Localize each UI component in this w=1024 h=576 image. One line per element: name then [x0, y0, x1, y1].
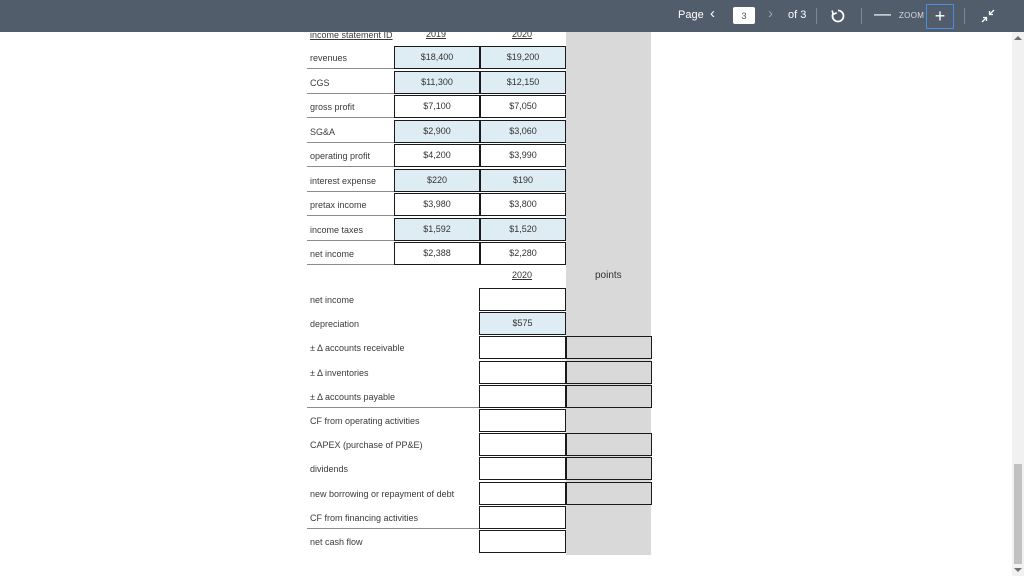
row-divider: [307, 117, 394, 118]
cash-flow-row-label: depreciation: [310, 319, 360, 330]
value-2019-cell: $4,200: [394, 144, 480, 167]
cash-flow-input-cell[interactable]: [479, 482, 566, 505]
previous-page-button[interactable]: ‹: [710, 5, 715, 22]
cash-flow-row-label: net cash flow: [310, 537, 363, 547]
cash-flow-input-cell[interactable]: [479, 361, 566, 384]
value-2019-cell: $2,388: [394, 242, 480, 265]
income-row-label: CGS: [310, 77, 330, 88]
cash-flow-row-label: ± Δ inventories: [310, 367, 369, 378]
scroll-up-icon[interactable]: [1014, 36, 1022, 40]
section-divider: [307, 528, 479, 529]
income-statement-header: income statement ID: [310, 32, 393, 40]
value-2019-cell: $11,300: [394, 71, 480, 94]
points-cell: [566, 336, 652, 359]
row-divider: [307, 142, 394, 143]
year-2019-header: 2019: [426, 32, 447, 39]
points-cell: [566, 482, 652, 505]
cash-flow-input-cell[interactable]: [479, 288, 566, 311]
value-2020-cell: $1,520: [480, 218, 566, 241]
row-divider: [307, 215, 394, 216]
cash-flow-input-cell: $575: [479, 312, 566, 335]
cash-flow-input-cell[interactable]: [479, 433, 566, 456]
toolbar-divider: [964, 8, 965, 24]
value-2020-cell: $3,060: [480, 120, 566, 143]
cash-flow-input-cell[interactable]: [479, 336, 566, 359]
viewer-toolbar: [0, 0, 1024, 32]
value-2020-cell: $12,150: [480, 71, 566, 94]
income-row-label: net income: [310, 249, 355, 259]
rotate-icon[interactable]: [830, 8, 846, 24]
toolbar-divider: [816, 8, 817, 24]
cash-flow-row-label: new borrowing or repayment of debt: [310, 488, 455, 499]
value-2020-cell: $3,990: [480, 144, 566, 167]
document-page: [0, 32, 1012, 576]
points-cell: [566, 457, 652, 480]
page-label: Page: [678, 9, 704, 21]
row-divider: [307, 93, 394, 94]
vertical-scrollbar[interactable]: [1012, 32, 1024, 576]
cash-flow-input-cell[interactable]: [479, 530, 566, 553]
points-cell: [566, 385, 652, 408]
cash-flow-row-label: CF from operating activities: [310, 416, 420, 426]
cash-flow-year-header: 2020: [512, 270, 533, 280]
income-row-label: gross profit: [310, 102, 355, 112]
next-page-button[interactable]: ›: [768, 5, 773, 22]
points-cell: [566, 433, 652, 456]
page-number-input[interactable]: [733, 7, 755, 24]
row-divider: [307, 240, 394, 241]
zoom-out-button[interactable]: —: [874, 4, 891, 23]
cash-flow-input-cell[interactable]: [479, 506, 566, 529]
points-cell: [566, 361, 652, 384]
income-row-label: revenues: [310, 53, 348, 63]
value-2020-cell: $190: [480, 169, 566, 192]
scrollbar-thumb[interactable]: [1014, 464, 1022, 564]
section-divider: [307, 407, 479, 408]
value-2019-cell: $2,900: [394, 120, 480, 143]
value-2019-cell: $3,980: [394, 193, 480, 216]
cash-flow-row-label: dividends: [310, 464, 349, 475]
row-divider: [307, 68, 394, 69]
row-divider: [307, 166, 394, 167]
row-divider: [307, 191, 394, 192]
page-count-label: of 3: [788, 9, 807, 21]
value-2019-cell: $18,400: [394, 46, 480, 69]
income-row-label: interest expense: [310, 175, 377, 186]
income-row-label: SG&A: [310, 126, 336, 137]
cash-flow-input-cell[interactable]: [479, 457, 566, 480]
cash-flow-row-label: net income: [310, 295, 355, 305]
cash-flow-input-cell[interactable]: [479, 385, 566, 408]
row-divider: [307, 264, 394, 265]
zoom-in-button[interactable]: +: [926, 4, 954, 29]
income-row-label: income taxes: [310, 224, 364, 235]
collapse-arrows-icon[interactable]: [980, 8, 996, 24]
value-2020-cell: $7,050: [480, 95, 566, 118]
cash-flow-row-label: ± Δ accounts receivable: [310, 343, 405, 354]
value-2020-cell: $19,200: [480, 46, 566, 69]
toolbar-divider: [861, 8, 862, 24]
cash-flow-row-label: ± Δ accounts payable: [310, 391, 396, 402]
value-2019-cell: $220: [394, 169, 480, 192]
cash-flow-row-label: CAPEX (purchase of PP&E): [310, 440, 423, 451]
value-2020-cell: $2,280: [480, 242, 566, 265]
cash-flow-row-label: CF from financing activities: [310, 512, 419, 523]
value-2020-cell: $3,800: [480, 193, 566, 216]
income-row-label: pretax income: [310, 200, 367, 210]
zoom-label: ZOOM: [899, 11, 925, 20]
points-header: points: [595, 270, 622, 281]
scroll-down-icon[interactable]: [1014, 568, 1022, 572]
value-2019-cell: $7,100: [394, 95, 480, 118]
cash-flow-input-cell[interactable]: [479, 409, 566, 432]
year-2020-header: 2020: [512, 32, 533, 39]
income-row-label: operating profit: [310, 151, 371, 161]
value-2019-cell: $1,592: [394, 218, 480, 241]
